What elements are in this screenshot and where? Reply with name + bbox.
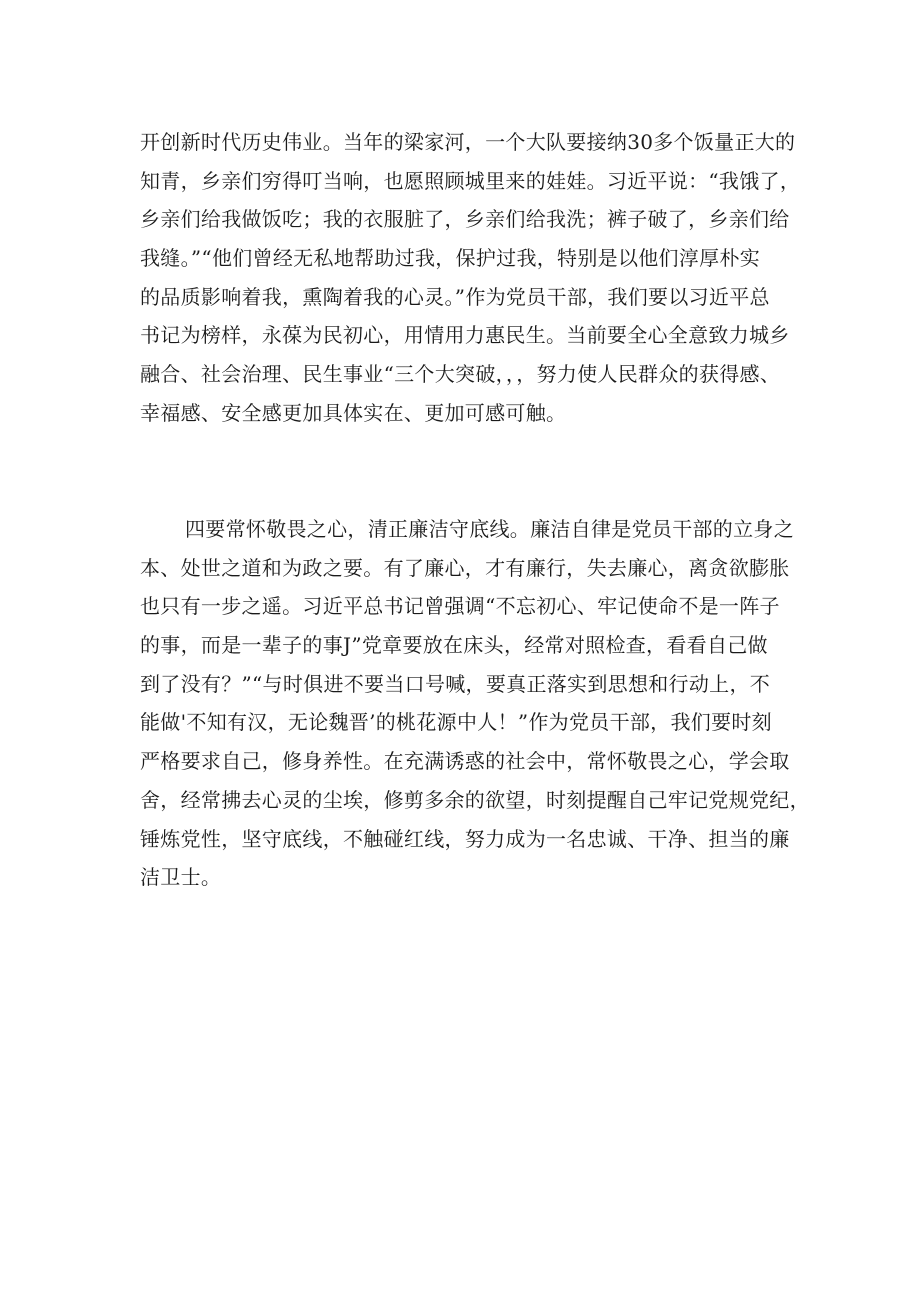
paragraph-line: 的品质影响着我，熏陶着我的心灵。”作为党员干部，我们要以习近平总 bbox=[140, 284, 770, 309]
paragraph-line: 融合、社会治理、民生事业“三个大突破，，，努力使人民群众的获得感、 bbox=[140, 362, 781, 387]
paragraph-line: 知青，乡亲们穷得叮当响，也愿照顾城里来的娃娃。习近平说：“我饿了， bbox=[140, 168, 801, 193]
paragraph-line: 书记为榜样，永葆为民初心，用情用力惠民生。当前要全心全意致力城乡 bbox=[140, 323, 790, 348]
paragraph-line: 严格要求自己，修身养性。在充满诱惑的社会中，常怀敬畏之心，学会取 bbox=[140, 749, 790, 774]
paragraph-line: 的事，而是一辈子的事J”党章要放在床头，经常对照检查，看看自己做 bbox=[140, 633, 768, 658]
paragraph-line: 也只有一步之遥。习近平总书记曾强调“不忘初心、牢记使命不是一阵子 bbox=[140, 594, 780, 619]
paragraph-line: 四要常怀敬畏之心，清正廉洁守底线。廉洁自律是党员干部的立身之 bbox=[185, 517, 794, 541]
paragraph-line: 我缝。”“他们曾经无私地帮助过我，保护过我，特别是以他们淳厚朴实 bbox=[140, 246, 761, 271]
paragraph-1 bbox=[140, 123, 800, 433]
paragraph-line: 舍，经常拂去心灵的尘埃，修剪多余的欲望，时刻提醒自己牢记党规党纪， bbox=[140, 787, 810, 812]
paragraph-line: 能做'不知有汉，无论魏晋’的桃花源中人！”作为党员干部，我们要时刻 bbox=[140, 710, 772, 735]
paragraph-line: 开创新时代历史伟业。当年的梁家河，一个大队要接纳30多个饭量正大的 bbox=[140, 130, 796, 154]
paragraph-line: 乡亲们给我做饭吃；我的衣服脏了，乡亲们给我洗；裤子破了，乡亲们给 bbox=[140, 207, 790, 232]
paragraph-2 bbox=[140, 510, 810, 897]
paragraph-line: 本、处世之道和为政之要。有了廉心，才有廉行，失去廉心，离贪欲膨胀 bbox=[140, 555, 790, 580]
paragraph-line: 洁卫士。 bbox=[140, 865, 222, 890]
paragraph-line: 锤炼党性，坚守底线，不触碰红线，努力成为一名忠诚、干净、担当的廉 bbox=[140, 826, 790, 851]
paragraph-line: 幸福感、安全感更加具体实在、更加可感可触。 bbox=[140, 400, 567, 425]
paragraph-line: 到了没有？”“与时俱进不要当口号喊，要真正落实到思想和行动上，不 bbox=[140, 671, 771, 696]
